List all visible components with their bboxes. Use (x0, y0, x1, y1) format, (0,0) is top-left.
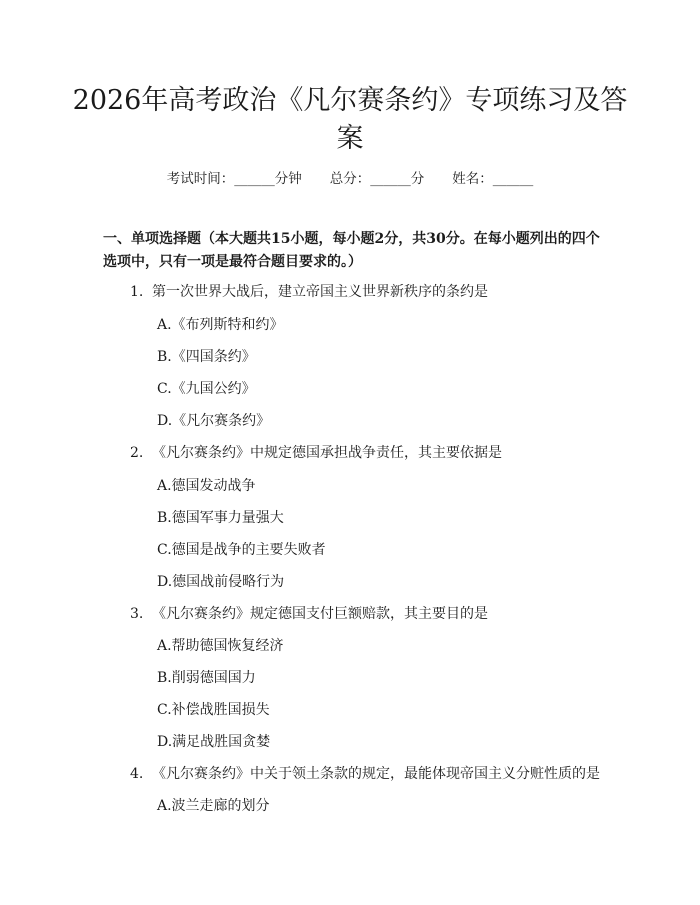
question-number: 2. (130, 445, 144, 461)
option-2a: A.德国发动战争 (157, 478, 256, 494)
question-text: 《凡尔赛条约》规定德国支付巨额赔款，其主要目的是 (152, 606, 488, 622)
question-number: 3. (130, 606, 144, 622)
question-number: 4. (130, 766, 144, 782)
question-4 (130, 765, 600, 783)
option-3a: A.帮助德国恢复经济 (157, 638, 284, 654)
question-text: 《凡尔赛条约》中关于领土条款的规定，最能体现帝国主义分赃性质的是 (152, 766, 600, 782)
question-3 (130, 605, 488, 623)
option-2c: C.德国是战争的主要失败者 (157, 542, 326, 558)
option-4a: A.波兰走廊的划分 (157, 798, 270, 814)
page-title: 2026年高考政治《凡尔赛条约》专项练习及答案 (72, 85, 628, 154)
option-3c: C.补偿战胜国损失 (157, 702, 270, 718)
exam-time: 考试时间：______分钟 (166, 171, 302, 187)
section-heading: 一、单项选择题（本大题共15小题，每小题2分，共30分。在每小题列出的四个选项中，只有一项是最符合题目要求的。） (103, 231, 600, 270)
option-2b: B.德国军事力量强大 (157, 510, 284, 526)
exam-score: 总分：______分 (329, 171, 425, 187)
option-1b: B.《四国条约》 (157, 349, 256, 365)
exam-meta (0, 170, 700, 188)
question-text: 《凡尔赛条约》中规定德国承担战争责任，其主要依据是 (152, 445, 502, 461)
question-2 (130, 444, 502, 462)
option-1d: D.《凡尔赛条约》 (157, 413, 271, 429)
option-2d: D.德国战前侵略行为 (157, 574, 285, 590)
question-number: 1. (130, 284, 144, 300)
exam-name: 姓名：______ (452, 171, 534, 187)
option-1c: C.《九国公约》 (157, 381, 256, 397)
option-3d: D.满足战胜国贪婪 (157, 734, 271, 750)
option-1a: A.《布列斯特和约》 (157, 317, 284, 333)
question-text: 第一次世界大战后，建立帝国主义世界新秩序的条约是 (152, 284, 488, 300)
option-3b: B.削弱德国国力 (157, 670, 256, 686)
question-1 (130, 283, 488, 301)
